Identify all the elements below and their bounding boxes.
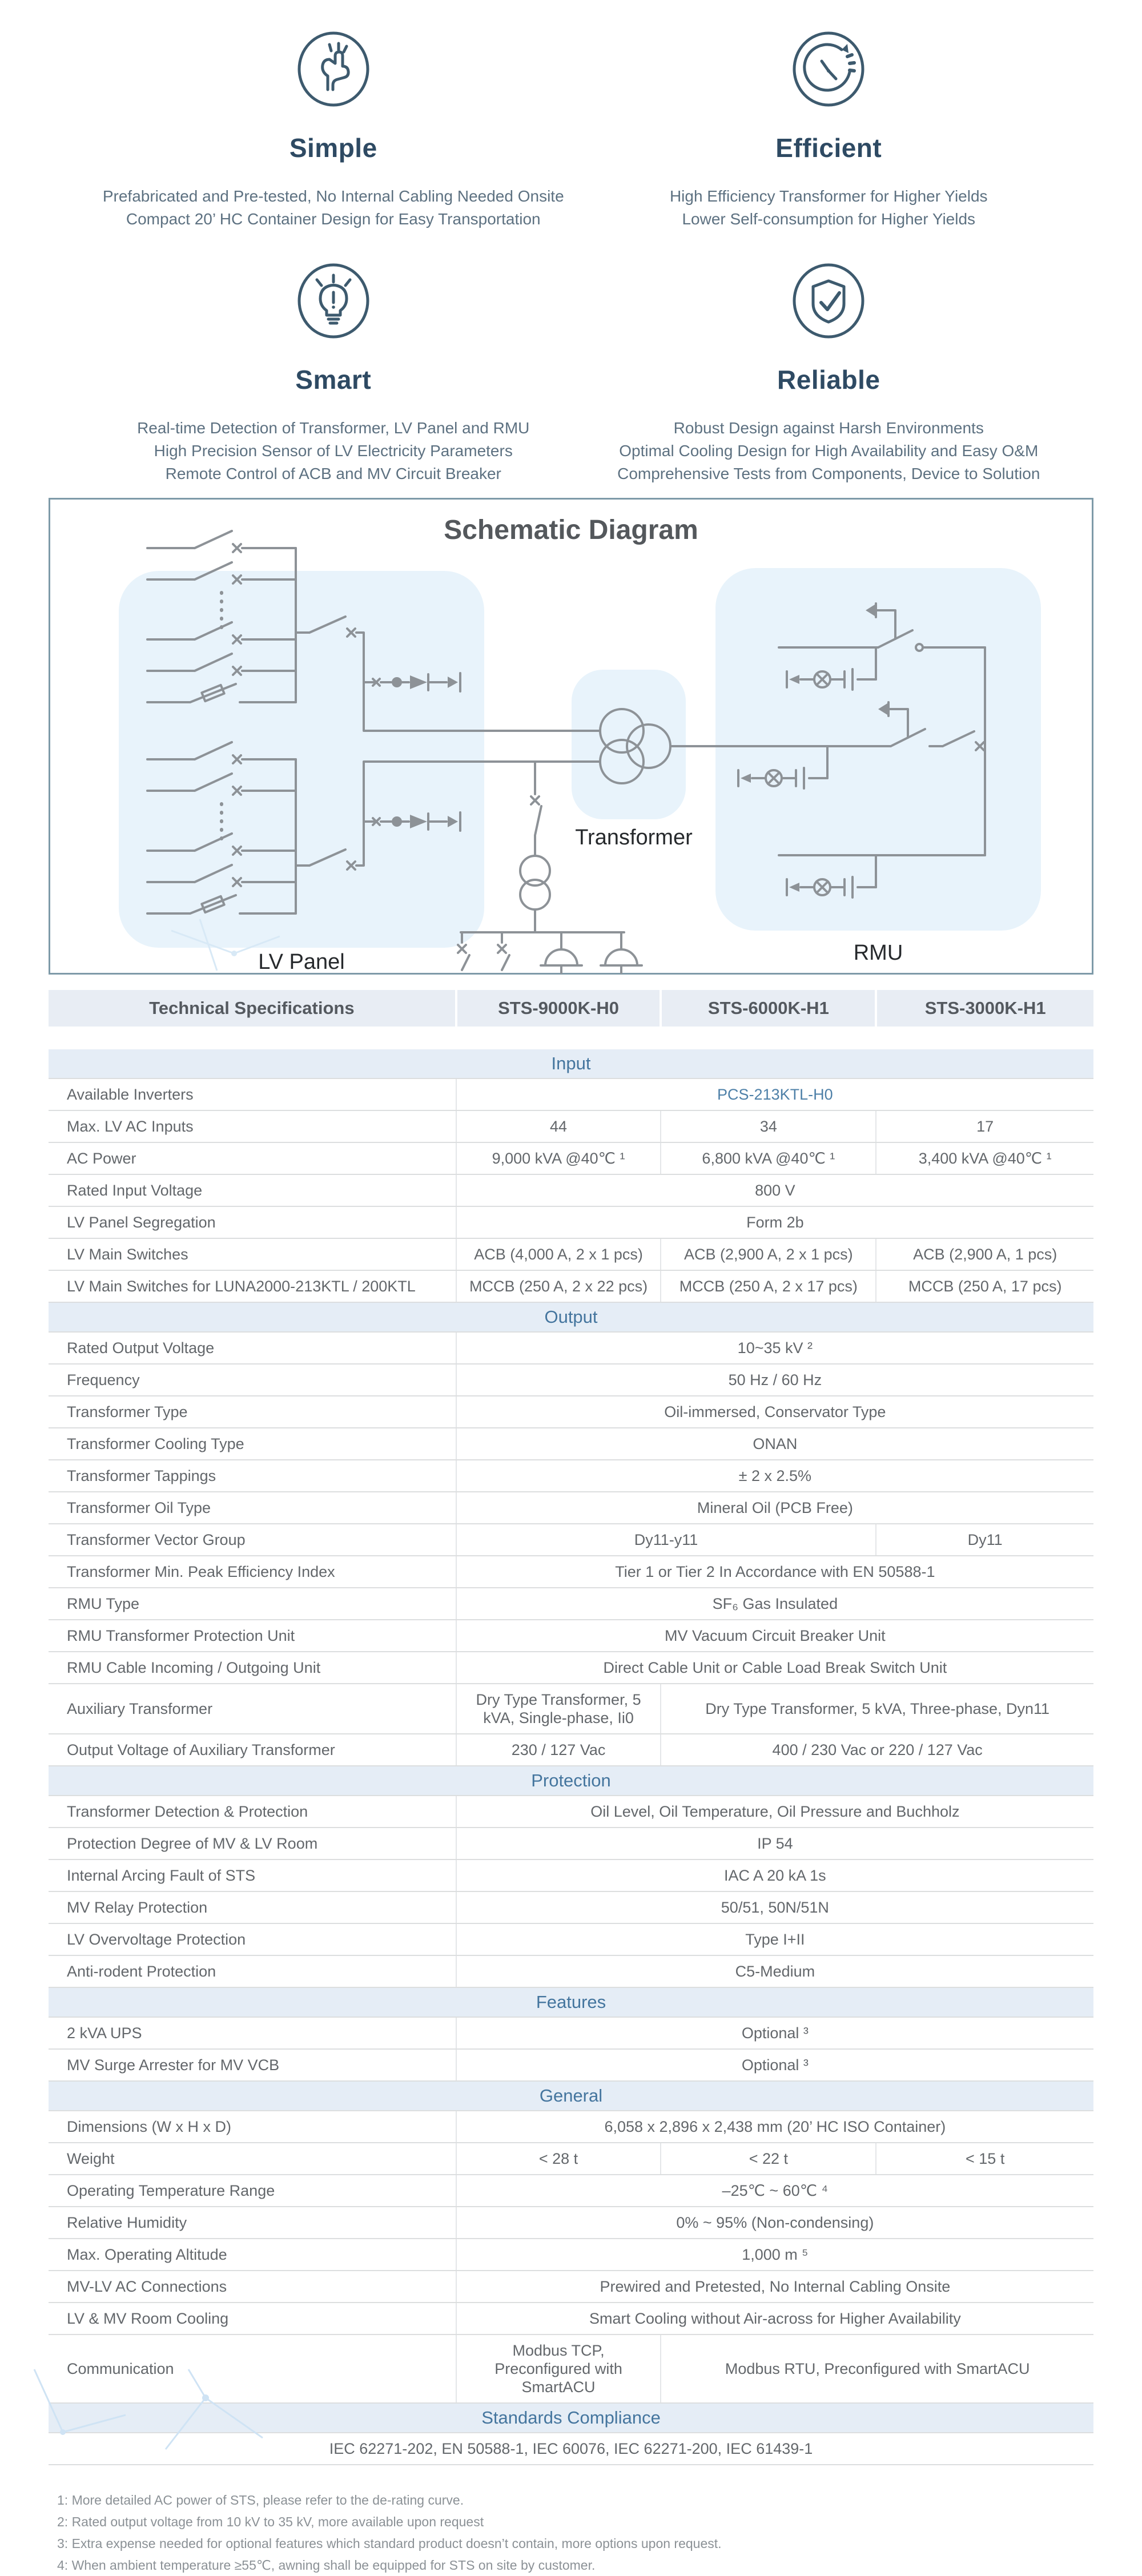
spec-value: Oil-immersed, Conservator Type [456, 1396, 1093, 1428]
spec-value: Mineral Oil (PCB Free) [456, 1492, 1093, 1524]
section-title: Input [49, 1049, 1093, 1078]
spec-row [49, 1428, 1093, 1460]
spec-label: Relative Humidity [49, 2207, 456, 2239]
feature-line: High Efficiency Transformer for Higher Yields [669, 187, 988, 205]
spec-value: Dry Type Transformer, 5 kVA, Three-phase, Dyn11 [661, 1684, 1093, 1734]
spec-row [49, 1364, 1093, 1396]
feature-card-simple [86, 31, 581, 231]
schematic-diagram-box [49, 498, 1093, 975]
spec-value: Dy11-y11 [456, 1524, 876, 1556]
section-title: General [49, 2081, 1093, 2111]
spec-value: 1,000 m ⁵ [456, 2239, 1093, 2271]
spec-label: RMU Transformer Protection Unit [49, 1620, 456, 1652]
spec-table-body [49, 1049, 1093, 2465]
spec-value: 9,000 kVA @40℃ ¹ [456, 1142, 661, 1174]
section-title: Standards Compliance [49, 2403, 1093, 2433]
spec-row [49, 1684, 1093, 1734]
section-header-row [49, 1987, 1093, 2017]
spec-value: PCS-213KTL-H0 [456, 1078, 1093, 1110]
feature-line: Robust Design against Harsh Environments [673, 419, 984, 437]
section-title: Protection [49, 1766, 1093, 1796]
spec-row [49, 1238, 1093, 1270]
spec-row [49, 2303, 1093, 2334]
spec-value: 400 / 230 Vac or 220 / 127 Vac [661, 1734, 1093, 1766]
spec-value: IAC A 20 kA 1s [456, 1859, 1093, 1891]
spec-row [49, 1955, 1093, 1987]
section-header-row [49, 1302, 1093, 1332]
lv-panel-label: LV Panel [258, 950, 345, 974]
spec-row [49, 1620, 1093, 1652]
spec-value: < 15 t [876, 2143, 1093, 2175]
spec-row [49, 2143, 1093, 2175]
spec-row [49, 1556, 1093, 1588]
spec-value: ACB (2,900 A, 2 x 1 pcs) [661, 1238, 876, 1270]
spec-row [49, 1652, 1093, 1684]
spec-label: MV Relay Protection [49, 1891, 456, 1923]
spec-label: MV Surge Arrester for MV VCB [49, 2049, 456, 2081]
spec-header-row [49, 990, 1093, 1027]
spec-label: 2 kVA UPS [49, 2017, 456, 2049]
spec-row [49, 2049, 1093, 2081]
schematic-title: Schematic Diagram [444, 515, 698, 545]
spec-label: Transformer Type [49, 1396, 456, 1428]
footnote-line: 4: When ambient temperature ≥55℃, awning shall be equipped for STS on site by customer. [57, 2558, 596, 2573]
spec-row [49, 1891, 1093, 1923]
feature-card-smart [86, 263, 581, 485]
spec-row [49, 2017, 1093, 2049]
spec-row [49, 2207, 1093, 2239]
section-header-row [49, 1766, 1093, 1796]
spec-label: RMU Cable Incoming / Outgoing Unit [49, 1652, 456, 1684]
spec-row [49, 1524, 1093, 1556]
section-title: Features [49, 1987, 1093, 2017]
spec-label: Max. LV AC Inputs [49, 1110, 456, 1142]
section-header-row [49, 2081, 1093, 2111]
spec-row [49, 1110, 1093, 1142]
feature-title: Smart [295, 365, 372, 395]
spec-value: MCCB (250 A, 2 x 17 pcs) [661, 1270, 876, 1302]
spec-row [49, 1859, 1093, 1891]
spec-label: LV Main Switches [49, 1238, 456, 1270]
spec-label: Weight [49, 2143, 456, 2175]
feature-card-reliable [581, 263, 1077, 485]
spec-value: Direct Cable Unit or Cable Load Break Switch Unit [456, 1652, 1093, 1684]
spec-label: Available Inverters [49, 1078, 456, 1110]
spec-label: Rated Input Voltage [49, 1174, 456, 1206]
spec-row [49, 1492, 1093, 1524]
spec-row [49, 1588, 1093, 1620]
spec-label: LV Overvoltage Protection [49, 1923, 456, 1955]
spec-row [49, 2271, 1093, 2303]
spec-label: Operating Temperature Range [49, 2175, 456, 2207]
spec-value: 0% ~ 95% (Non-condensing) [456, 2207, 1093, 2239]
feature-title: Simple [289, 133, 377, 163]
spec-value: 50/51, 50N/51N [456, 1891, 1093, 1923]
spec-label: LV & MV Room Cooling [49, 2303, 456, 2334]
spec-label: Transformer Detection & Protection [49, 1796, 456, 1828]
feature-description [581, 417, 1077, 485]
spec-label: Frequency [49, 1364, 456, 1396]
spec-row [49, 2175, 1093, 2207]
spec-value: ± 2 x 2.5% [456, 1460, 1093, 1492]
spec-label: Transformer Cooling Type [49, 1428, 456, 1460]
footnote-line: 3: Extra expense needed for optional features which standard product doesn’t contain, more options upon request. [57, 2536, 722, 2551]
spec-row [49, 1923, 1093, 1955]
model-column-sts-6000k-h1: STS-6000K-H1 [661, 990, 876, 1027]
spec-value: SF₆ Gas Insulated [456, 1588, 1093, 1620]
spec-label: Transformer Tappings [49, 1460, 456, 1492]
spec-value: Type I+II [456, 1923, 1093, 1955]
spec-label: Auxiliary Transformer [49, 1684, 456, 1734]
spec-row [49, 2433, 1093, 2465]
spec-value: –25℃ ~ 60℃ ⁴ [456, 2175, 1093, 2207]
spec-value: C5-Medium [456, 1955, 1093, 1987]
spec-value: Dry Type Transformer, 5 kVA, Single-phase, Ii0 [456, 1684, 661, 1734]
feature-description [581, 185, 1077, 231]
feature-title: Efficient [775, 133, 882, 163]
spec-value: IP 54 [456, 1828, 1093, 1859]
spec-value: 34 [661, 1110, 876, 1142]
feature-title: Reliable [777, 365, 880, 395]
spec-value: ACB (2,900 A, 1 pcs) [876, 1238, 1093, 1270]
section-header-row [49, 1049, 1093, 1078]
feature-description [86, 185, 581, 231]
feature-line: Comprehensive Tests from Components, Device to Solution [617, 465, 1040, 482]
spec-label: Max. Operating Altitude [49, 2239, 456, 2271]
spec-value: Dy11 [876, 1524, 1093, 1556]
spec-value: Oil Level, Oil Temperature, Oil Pressure and Buchholz [456, 1796, 1093, 1828]
spec-value: MCCB (250 A, 17 pcs) [876, 1270, 1093, 1302]
spec-value: < 28 t [456, 2143, 661, 2175]
feature-card-efficient [581, 31, 1077, 231]
spec-label: Output Voltage of Auxiliary Transformer [49, 1734, 456, 1766]
spec-value: ONAN [456, 1428, 1093, 1460]
spec-value: < 22 t [661, 2143, 876, 2175]
spec-row [49, 2334, 1093, 2403]
footnotes [57, 2489, 1093, 2576]
spec-label: RMU Type [49, 1588, 456, 1620]
schematic-drawing [50, 500, 1092, 973]
spec-row [49, 1828, 1093, 1859]
feature-line: Optimal Cooling Design for High Availability and Easy O&M [619, 442, 1039, 460]
spec-value: 6,058 x 2,896 x 2,438 mm (20’ HC ISO Container) [456, 2111, 1093, 2143]
spec-label: Internal Arcing Fault of STS [49, 1859, 456, 1891]
spec-value: Modbus RTU, Preconfigured with SmartACU [661, 2334, 1093, 2403]
spec-row [49, 1460, 1093, 1492]
spec-value: Smart Cooling without Air-across for Higher Availability [456, 2303, 1093, 2334]
feature-line: Lower Self-consumption for Higher Yields [682, 210, 976, 228]
spec-row [49, 2239, 1093, 2271]
spec-row [49, 1396, 1093, 1428]
feature-line: Remote Control of ACB and MV Circuit Breaker [165, 465, 501, 482]
clock-efficiency-icon [581, 31, 1077, 107]
shield-check-icon [581, 263, 1077, 339]
finger-snap-icon [86, 31, 581, 107]
spec-row [49, 2111, 1093, 2143]
spec-label: Communication [49, 2334, 456, 2403]
spec-value: 10~35 kV ² [456, 1332, 1093, 1364]
lightbulb-icon [86, 263, 581, 339]
spec-row [49, 1270, 1093, 1302]
spec-value: 230 / 127 Vac [456, 1734, 661, 1766]
spec-row [49, 1332, 1093, 1364]
spec-label: Rated Output Voltage [49, 1332, 456, 1364]
feature-line: Prefabricated and Pre-tested, No Internal Cabling Needed Onsite [102, 187, 564, 205]
model-column-sts-3000k-h1: STS-3000K-H1 [876, 990, 1093, 1027]
spec-row [49, 1174, 1093, 1206]
spec-label: MV-LV AC Connections [49, 2271, 456, 2303]
rmu-label: RMU [853, 941, 903, 965]
spec-label: LV Panel Segregation [49, 1206, 456, 1238]
spec-value: Optional ³ [456, 2017, 1093, 2049]
spec-value: 800 V [456, 1174, 1093, 1206]
spec-row [49, 1142, 1093, 1174]
section-title: Output [49, 1302, 1093, 1332]
spec-value: 44 [456, 1110, 661, 1142]
transformer-label: Transformer [575, 826, 693, 850]
spec-value: Modbus TCP, Preconfigured with SmartACU [456, 2334, 661, 2403]
spec-label: Transformer Vector Group [49, 1524, 456, 1556]
model-column-sts-9000k-h0: STS-9000K-H0 [456, 990, 661, 1027]
spec-value: Tier 1 or Tier 2 In Accordance with EN 50588-1 [456, 1556, 1093, 1588]
spec-value: MV Vacuum Circuit Breaker Unit [456, 1620, 1093, 1652]
feature-highlights [0, 0, 1142, 485]
feature-line: High Precision Sensor of LV Electricity Parameters [154, 442, 513, 460]
spec-label: Dimensions (W x H x D) [49, 2111, 456, 2143]
spec-label: Transformer Oil Type [49, 1492, 456, 1524]
spec-table [49, 1049, 1093, 2465]
footnote-line: 1: More detailed AC power of STS, please refer to the de-rating curve. [57, 2493, 464, 2507]
spec-value: ACB (4,000 A, 2 x 1 pcs) [456, 1238, 661, 1270]
spec-value: 50 Hz / 60 Hz [456, 1364, 1093, 1396]
spec-header-table [49, 990, 1093, 1027]
spec-value: 17 [876, 1110, 1093, 1142]
feature-line: Real-time Detection of Transformer, LV Panel and RMU [137, 419, 530, 437]
spec-label: Anti-rodent Protection [49, 1955, 456, 1987]
spec-value: IEC 62271-202, EN 50588-1, IEC 60076, IEC 62271-200, IEC 61439-1 [49, 2433, 1093, 2465]
spec-row [49, 1206, 1093, 1238]
spec-value: Optional ³ [456, 2049, 1093, 2081]
spec-value: MCCB (250 A, 2 x 22 pcs) [456, 1270, 661, 1302]
spec-row [49, 1078, 1093, 1110]
spec-label: LV Main Switches for LUNA2000-213KTL / 200KTL [49, 1270, 456, 1302]
spec-value: Prewired and Pretested, No Internal Cabling Onsite [456, 2271, 1093, 2303]
feature-line: Compact 20’ HC Container Design for Easy Transportation [126, 210, 541, 228]
spec-row [49, 1734, 1093, 1766]
spec-value: 6,800 kVA @40℃ ¹ [661, 1142, 876, 1174]
spec-header-title: Technical Specifications [49, 990, 456, 1027]
feature-description [86, 417, 581, 485]
spec-label: AC Power [49, 1142, 456, 1174]
footnote-line: 2: Rated output voltage from 10 kV to 35 kV, more available upon request [57, 2514, 484, 2529]
spec-row [49, 1796, 1093, 1828]
spec-label: Protection Degree of MV & LV Room [49, 1828, 456, 1859]
spec-label: Transformer Min. Peak Efficiency Index [49, 1556, 456, 1588]
spec-value: Form 2b [456, 1206, 1093, 1238]
section-header-row [49, 2403, 1093, 2433]
spec-value: 3,400 kVA @40℃ ¹ [876, 1142, 1093, 1174]
